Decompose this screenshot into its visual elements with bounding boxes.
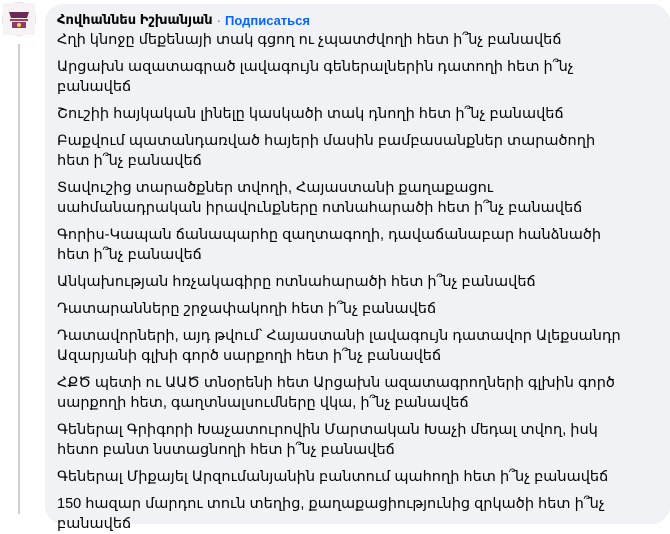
comment-line: Գեներալ Գրիգորի Խաչատուրովին Մարտական Խաչի մեդալ տվող, իսկ հետո բանտ նստացնողի հետ ի՞նչ բանավեճ	[57, 422, 598, 458]
comment-line: ՀՔԾ պետի ու ԱԱԾ տնօրենի հետ Արցախն ազատագրողների գլխին գործ սարքողի հետ, գաղտնալսումները վկա, ի՞նչ բանավեճ	[57, 375, 615, 411]
comment-line: Գորիս-Կապան ճանապարհը զաղտագողի, դավաճանաբար հանձնածի հետ ի՞նչ բանավեճ	[57, 227, 602, 263]
comment-line: Դատավորների, այդ թվում՝ Հայաստանի լավագույն դատավոր Ալեքսանդր Ազարյանի գլխի գործ սարքողի հետ ի՞նչ բանավեճ	[57, 328, 621, 364]
author-name[interactable]: Հովհաննես Իշխանյան	[57, 12, 213, 27]
comment-line: Դատարանները շրջափակողի հետ ի՞նչ բանավեճ	[57, 301, 437, 317]
subscribe-button[interactable]: Подписаться	[224, 12, 310, 28]
profile-avatar-icon	[3, 3, 35, 35]
comment-line: Բաքվում պատանդառված հայերի մասին բամբասանքներ տարածողի հետ ի՞նչ բանավեճ	[57, 133, 596, 169]
comment-bubble	[45, 4, 670, 532]
comment-line: Արցախն ազատագրած լավագույն գեներալներին դատողի հետ ի՞նչ բանավեճ	[57, 59, 574, 95]
comment-line: Հղի կնոջը մեքենայի տակ գցող ու չպատժվողի հետ ի՞նչ բանավեճ	[57, 32, 562, 48]
comment-header	[57, 12, 658, 28]
comment-line: 150 հազար մարդու տուն տեղից, քաղաքացիությունից զրկածի հետ ի՞նչ բանավեճ	[57, 496, 605, 532]
comment-line: Տավուշից տարածքներ տվողի, Հայաստանի քաղաքացու սահմանադրական իրավունքները ոտնահարածի հետ ի՞նչ բանավեճ	[57, 180, 583, 216]
thread-connector-line	[18, 44, 20, 514]
comment-body	[57, 30, 658, 534]
comment-line: Անկախության հռչակագիրը ոտնահարածի հետ ի՞նչ բանավեճ	[57, 274, 536, 290]
avatar[interactable]	[2, 2, 36, 36]
comment-line: Գեներալ Միքայել Արզումանյանին բանտում պահողի հետ ի՞նչ բանավեճ	[57, 469, 609, 485]
comment-line: Շուշիի հայկական լինելը կասկածի տակ դնողի հետ ի՞նչ բանավեճ	[57, 106, 564, 122]
separator-dot: ·	[216, 12, 221, 28]
